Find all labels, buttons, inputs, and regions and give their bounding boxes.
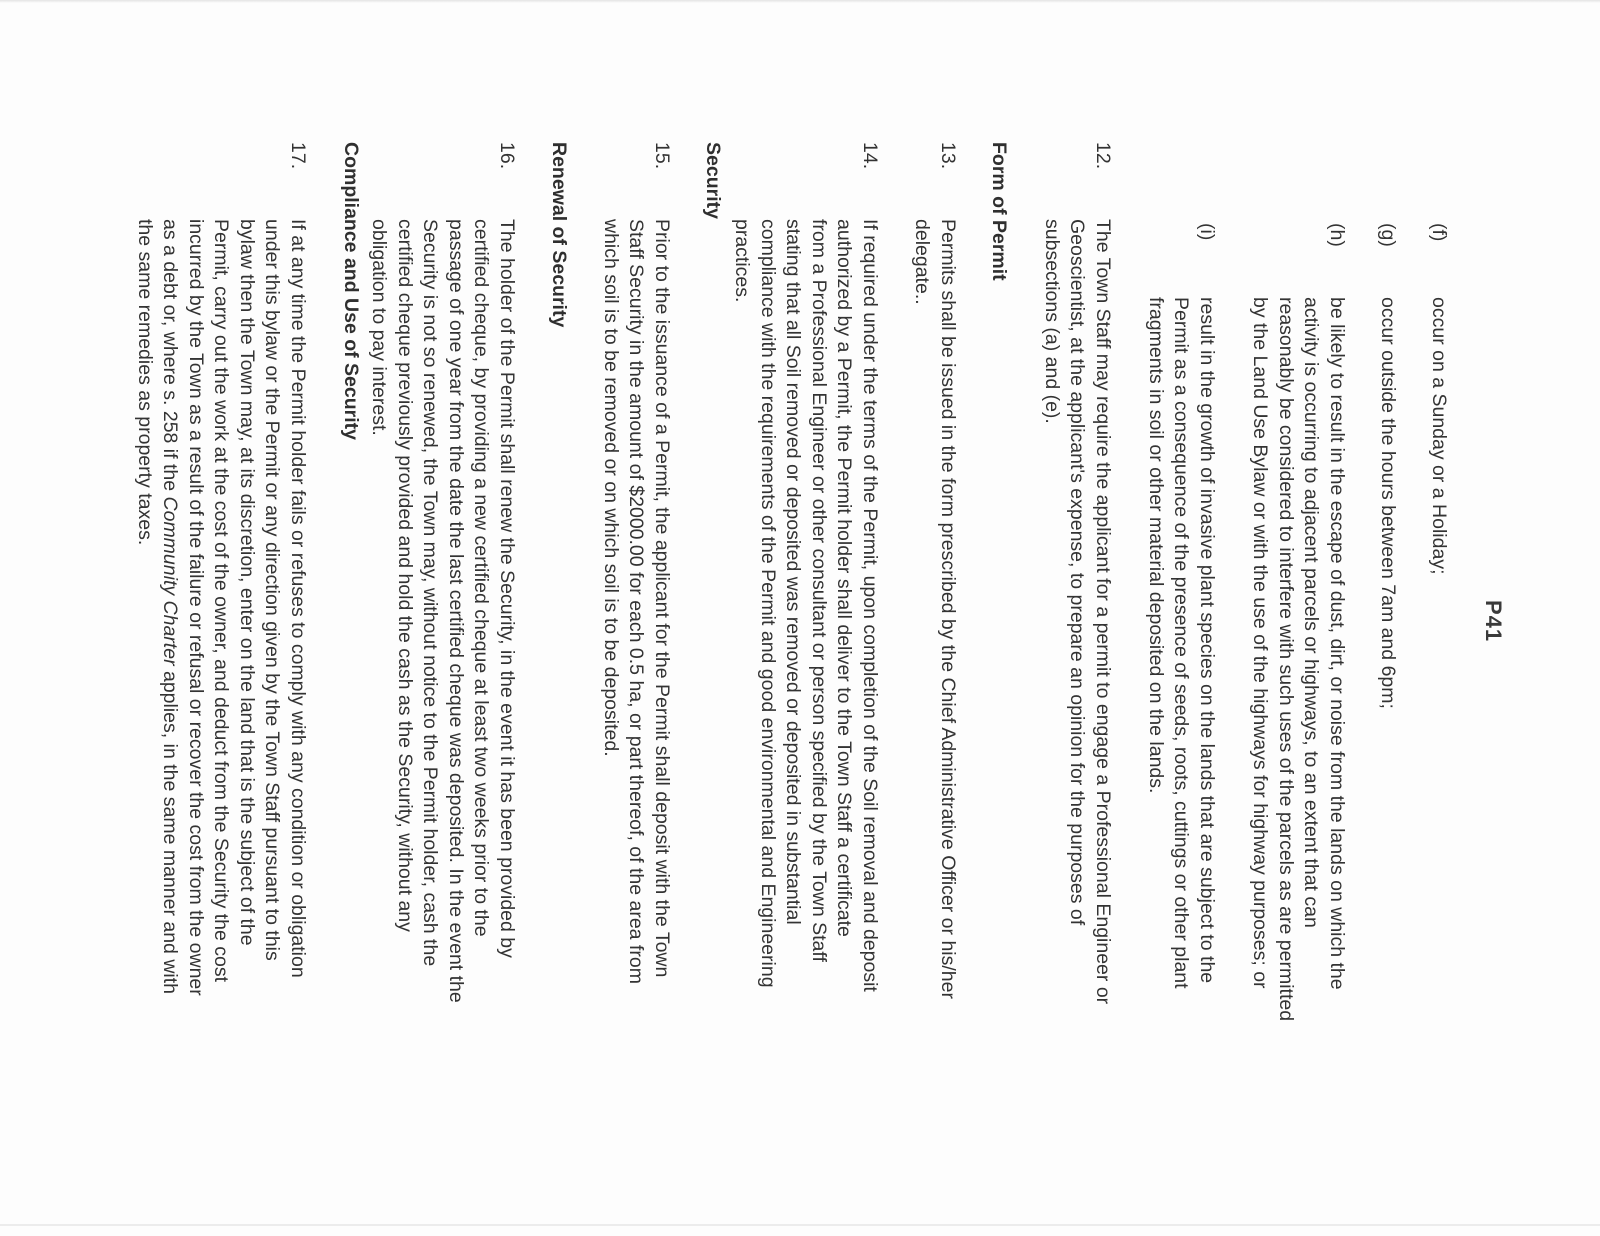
heading-form-of-permit: Form of Permit [988,142,1010,281]
text-line: by the Land Use Bylaw or with the use of the highways for highway purposes; or [1249,297,1272,989]
text-line: Geoscientist, at the applicant's expense, to prepare an opinion for the purposes of [1066,219,1089,926]
text-line: Permits shall be issued in the form prescribed by the Chief Administrative Officer or his/her [937,219,959,999]
section-text [598,219,675,984]
page-number: P41 [1481,600,1506,643]
text-line: The Town Staff may require the applicant for a permit to engage a Professional Engineer or [1092,219,1114,1005]
section-13 [909,0,960,999]
list-item-letter: (g) [1377,223,1399,247]
text-line: authorized by a Permit, the Permit holder shall deliver to the Town Staff a certificate [833,219,856,937]
list-item-letter: (f) [1428,223,1450,242]
list-item-i [1143,0,1220,989]
text-segment: applies, in the same manner and with [159,665,182,994]
text-line: If at any time the Permit holder fails or refuses to comply with any condition or obligation [287,219,309,978]
section-number: 16. [496,142,518,170]
section-14 [729,0,882,992]
text-line: subsections (a) and (e). [1041,219,1063,424]
text-line: Permit, carry out the work at the cost of the owner, and deduct from the Security the cost [210,219,233,983]
section-17 [132,0,311,996]
text-line: from a Professional Engineer or other consultant or person specified by the Town Staff [808,219,830,962]
list-item-f [1426,0,1452,575]
section-number: 13. [937,142,959,170]
heading-renewal-of-security: Renewal of Security [548,142,570,328]
text-line: incurred by the Town as a result of the failure or refusal or recover the cost from the owner [185,219,207,996]
list-item-text: occur on a Sunday or a Holiday; [1428,297,1450,575]
text-line: certified cheque, by providing a new certified cheque at least two weeks prior to the [470,219,493,937]
text-line: Staff Security in the amount of $2000.00 for each 0.5 ha, or part thereof, of the area from [625,219,648,984]
section-number: 17. [287,142,309,170]
list-item-h [1247,0,1349,1021]
text-line: Permit as a consequence of the presence of seeds, roots, cuttings or other plant [1170,297,1193,989]
section-text [1039,219,1116,1004]
statute-name: Community Charter [159,496,182,666]
section-15 [598,0,675,984]
text-line: practices. [731,219,754,303]
section-text [729,219,882,992]
text-line: activity is occurring to adjacent parcels or highways, to an extent that can [1300,297,1323,928]
section-text [366,219,519,1003]
section-number: 12. [1092,142,1114,170]
section-12 [1039,0,1116,1004]
text-line: be likely to result in the escape of dust, dirt, or noise from the lands on which the [1326,297,1348,990]
section-text [909,219,960,999]
text-line [157,219,183,996]
section-number: 14. [859,142,881,170]
text-line: Security is not so renewed, the Town may, without notice to the Permit holder, cash the [419,219,442,967]
text-segment: as a debt or, where s. 258 if the [159,219,182,497]
text-line: If required under the terms of the Permit, upon completion of the Soil removal and deposit [859,219,881,992]
text-line: passage of one year from the date the last certified cheque was deposited. In the event the [445,219,467,1003]
text-line: compliance with the requirements of the Permit and good environmental and Engineering [757,219,779,988]
list-item-g [1375,0,1401,709]
text-line: obligation to pay interest. [368,219,391,436]
list-item-text [1143,297,1220,989]
list-item-letter: (i) [1196,223,1218,241]
section-number: 15. [651,142,673,170]
text-line: the same remedies as property taxes. [134,219,156,546]
list-item-text: occur outside the hours between 7am and 6pm; [1377,297,1399,709]
heading-security: Security [702,142,724,219]
text-line: result in the growth of invasive plant species on the lands that are subject to the [1196,297,1218,984]
text-line: certified cheque previously provided and hold the cash as the Security, without any [394,219,416,932]
heading-compliance-and-use-of-security: Compliance and Use of Security [340,142,362,440]
list-item-letter: (h) [1326,223,1348,247]
text-line: Prior to the issuance of a Permit, the applicant for the Permit shall deposit with the Town [651,219,673,978]
text-line: The holder of the Permit shall renew the Security, in the event it has been provided by [496,219,518,958]
text-line: reasonably be considered to interfere with such uses of the parcels as are permitted [1275,297,1297,1022]
section-text [132,219,311,996]
list-item-text [1247,297,1349,1021]
text-line: which soil is to be removed or on which soil is to be deposited. [600,219,622,757]
text-line: stating that all Soil removed or deposited was removed or deposited in substantial [782,219,805,925]
text-line: bylaw then the Town may, at its discretion, enter on the land that is the subject of the [236,219,258,946]
text-line: delegate.. [911,219,934,305]
text-line: fragments in soil or other material deposited on the lands. [1145,297,1167,794]
text-line: under this bylaw or the Permit or any direction given by the Town Staff pursuant to this [261,219,284,961]
section-16 [366,0,519,1003]
